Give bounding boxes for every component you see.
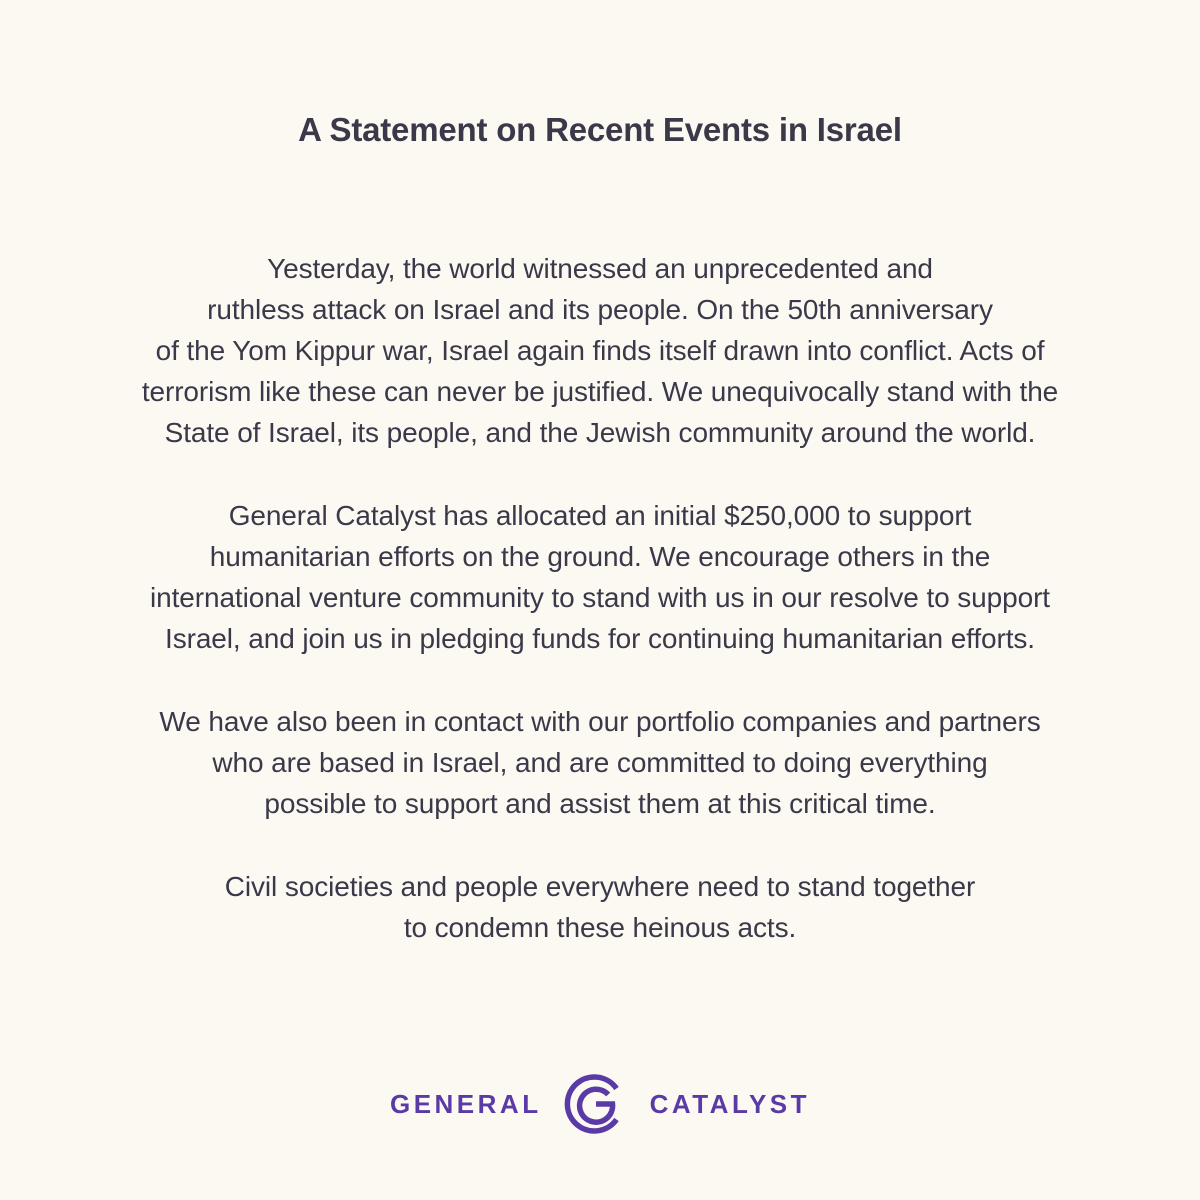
page-title: A Statement on Recent Events in Israel [298,111,902,148]
logo-word-catalyst: CATALYST [649,1089,811,1119]
paragraph-line: Israel, and join us in pledging funds for continuing humanitarian efforts. [165,623,1035,654]
paragraph-line: humanitarian efforts on the ground. We encourage others in the [209,541,991,572]
brand-logo [0,1072,1200,1136]
paragraph-line: to condemn these heinous acts. [403,912,797,943]
paragraph-closing [60,866,1140,948]
paragraph-line: We have also been in contact with our portfolio companies and partners [159,706,1041,737]
paragraph-line: ruthless attack on Israel and its people. On the 50th anniversary [207,294,993,325]
statement-body [60,248,1140,948]
paragraph-line: possible to support and assist them at this critical time. [264,788,936,819]
paragraph-line: State of Israel, its people, and the Jewish community around the world. [164,417,1036,448]
logo-word-general: GENERAL [389,1089,542,1119]
paragraph-funding [60,495,1140,659]
paragraph-line: of the Yom Kippur war, Israel again finds itself drawn into conflict. Acts of [155,335,1045,366]
general-catalyst-g-mark-icon [564,1072,628,1136]
paragraph-line: terrorism like these can never be justified. We unequivocally stand with the [141,376,1059,407]
paragraph-portfolio [60,701,1140,824]
paragraph-line: Yesterday, the world witnessed an unprecedented and [267,253,933,284]
paragraph-line: who are based in Israel, and are committed to doing everything [212,747,988,778]
paragraph-line: international venture community to stand with us in our resolve to support [150,582,1050,613]
paragraph-attack [60,248,1140,453]
paragraph-line: General Catalyst has allocated an initial $250,000 to support [228,500,972,531]
paragraph-line: Civil societies and people everywhere need to stand together [224,871,976,902]
